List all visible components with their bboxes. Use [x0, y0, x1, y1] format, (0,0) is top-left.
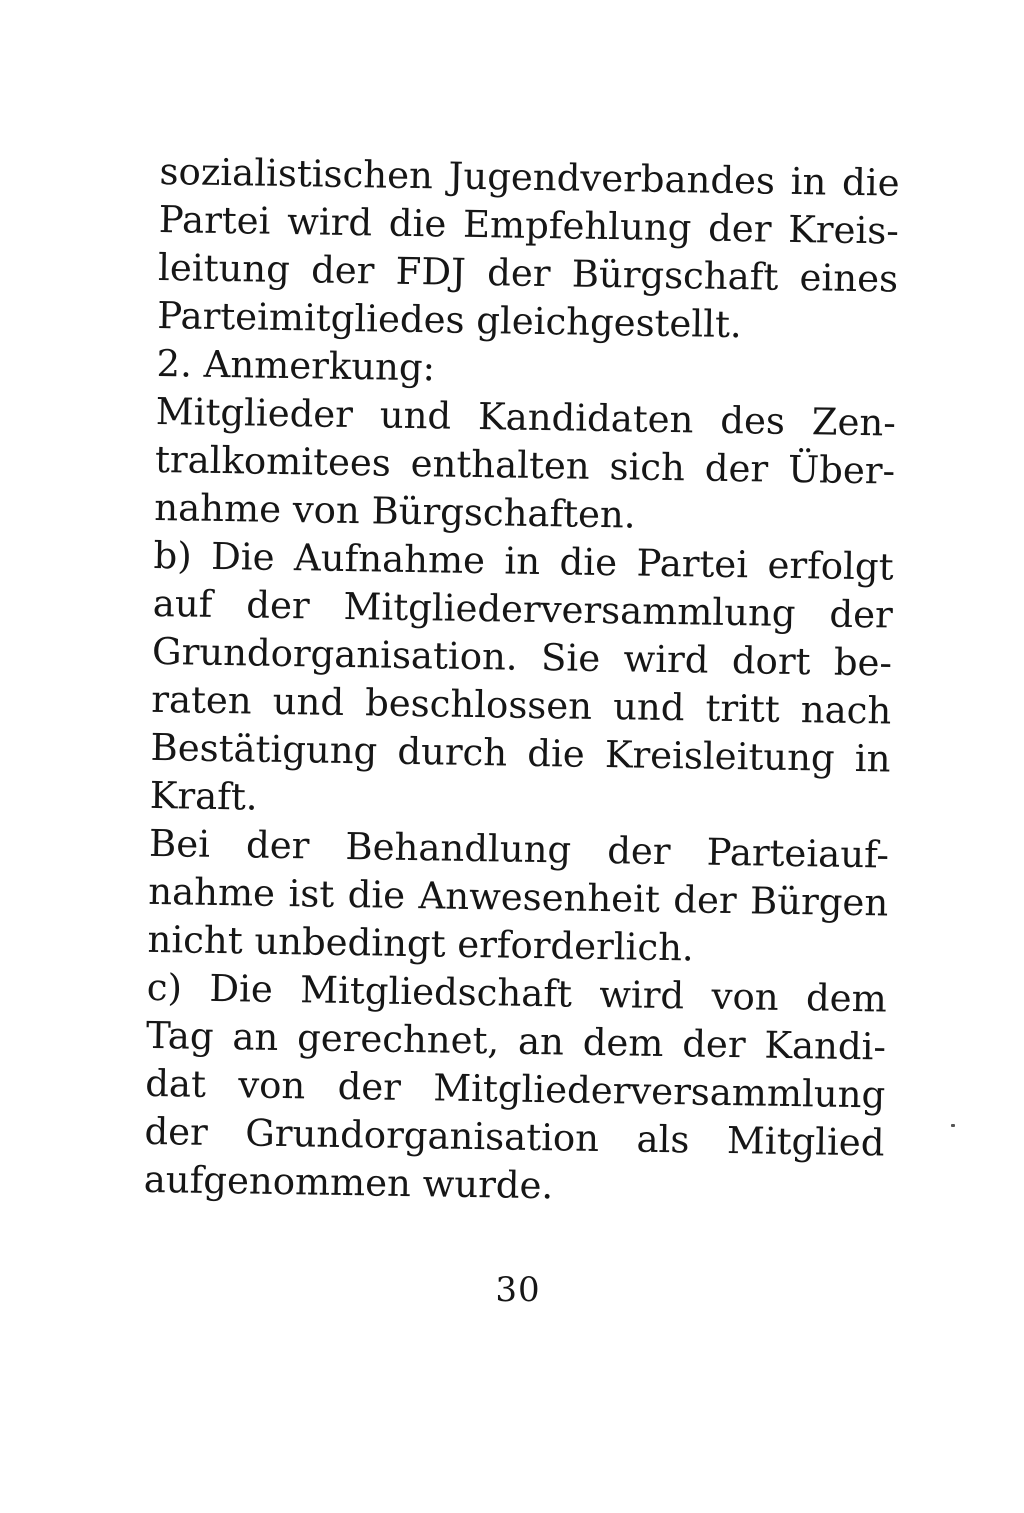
text-line: b) Die Aufnahme in die Partei erfolgt [153, 533, 894, 589]
text-line: Kraft. [149, 773, 258, 819]
text-line: auf der Mitgliederversammlung der [152, 581, 894, 637]
text-line: c) Die Mitgliedschaft wird von dem [146, 965, 888, 1021]
scan-speck [951, 1124, 955, 1127]
text-line: Partei wird die Empfehlung der Kreis- [158, 197, 900, 253]
text-line: Parteimitgliedes gleichgestellt. [157, 293, 743, 347]
text-line: leitung der FDJ der Bürgschaft eines [157, 245, 899, 301]
note-heading: 2. Anmerkung: [156, 341, 436, 390]
body-text [143, 148, 899, 1215]
text-line: Tag an gerechnet, an dem der Kandi- [145, 1013, 887, 1069]
text-line: dat von der Mitgliederversammlung [144, 1061, 886, 1117]
text-line: raten und beschlossen und tritt nach [150, 677, 892, 733]
text-line: nahme von Bürgschaften. [154, 485, 636, 537]
text-line: nicht unbedingt erforderlich. [147, 917, 695, 970]
text-line: nahme ist die Anwesenheit der Bürgen [147, 869, 889, 925]
text-line: sozialistischen Jugendverbandes in die [159, 149, 900, 205]
text-line: Mitglieder und Kandidaten des Zen- [155, 389, 897, 445]
text-line: tralkomitees enthalten sich der Über- [154, 437, 896, 493]
text-line: Bei der Behandlung der Parteiauf- [148, 821, 890, 877]
text-line: der Grundorganisation als Mitglied [144, 1109, 885, 1165]
page-number: 30 [495, 1270, 541, 1310]
text-line: Grundorganisation. Sie wird dort be- [151, 629, 893, 685]
text-line: aufgenommen wurde. [143, 1157, 554, 1208]
text-line: Bestätigung durch die Kreisleitung in [150, 725, 891, 781]
